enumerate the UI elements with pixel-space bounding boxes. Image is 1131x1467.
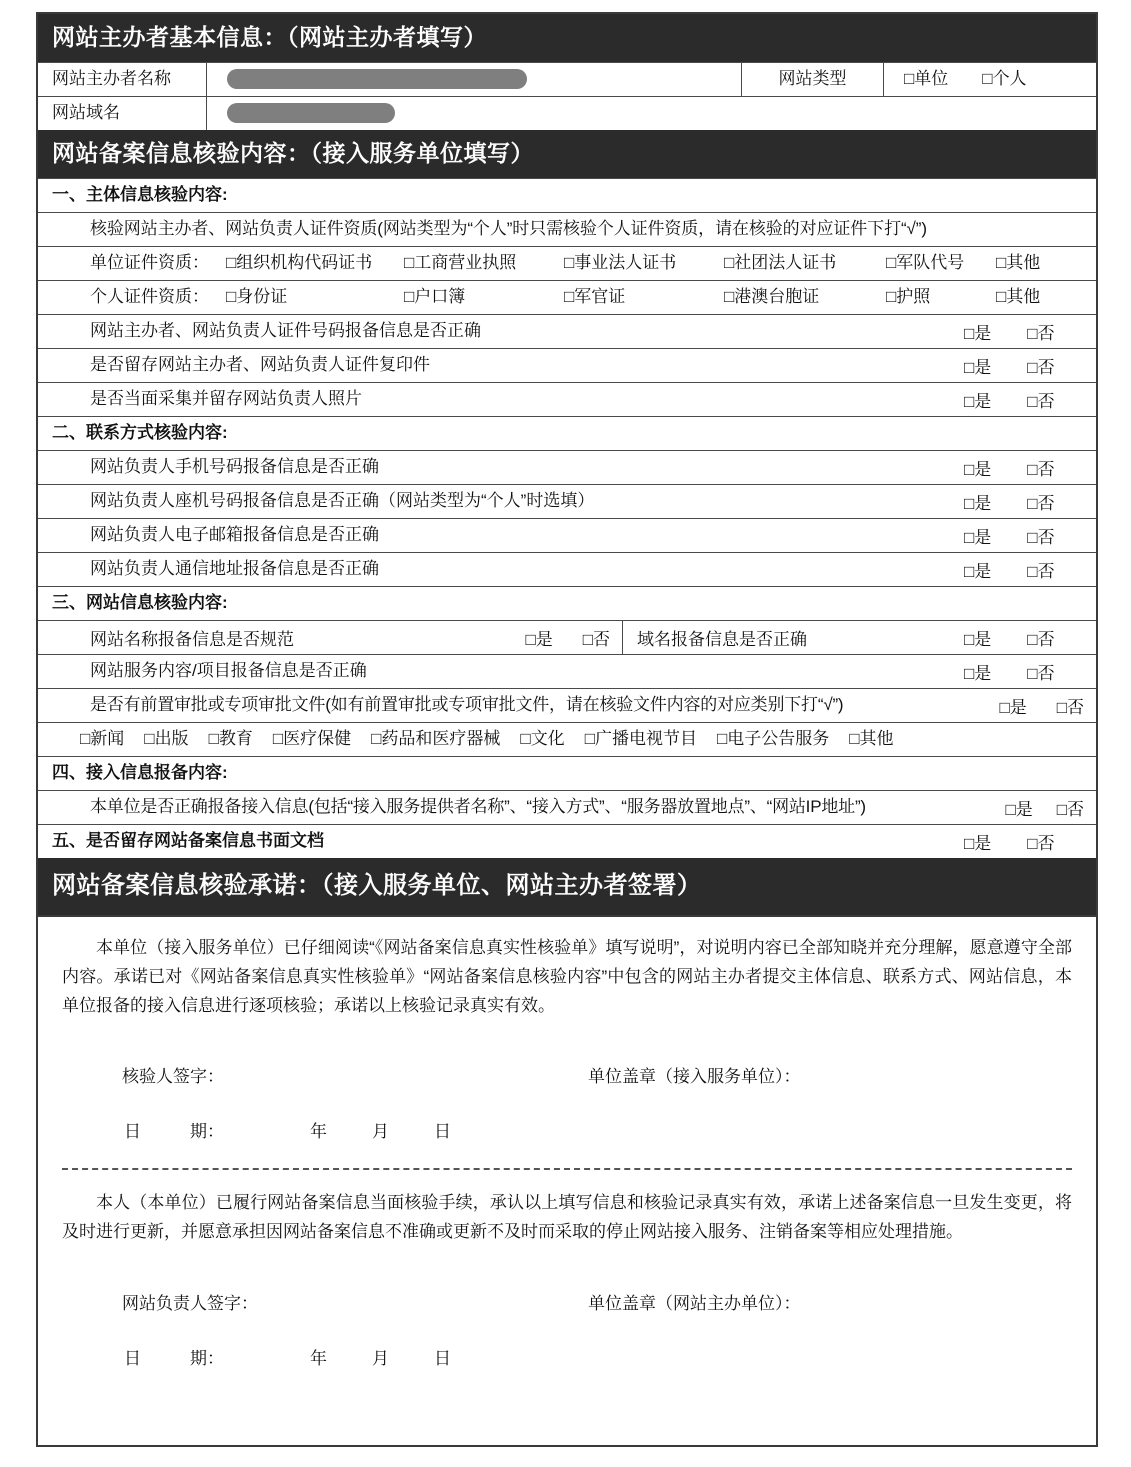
question-text: 本单位是否正确报备接入信息(包括“接入服务提供者名称”、“接入方式”、“服务器放置地点”、“网站IP地址”) bbox=[90, 796, 866, 816]
checkbox-category-5[interactable] bbox=[520, 728, 564, 750]
checkbox-icon: □ bbox=[404, 252, 415, 272]
question-text: 域名报备信息是否正确 bbox=[637, 629, 807, 649]
question-8-left bbox=[38, 621, 622, 654]
category-checkbox-group bbox=[38, 723, 1096, 756]
checkbox-label: 否 bbox=[1037, 629, 1055, 649]
checkbox-label: 否 bbox=[1037, 459, 1055, 479]
checkbox-label: 医疗保健 bbox=[283, 728, 352, 748]
checkbox-no[interactable] bbox=[1027, 319, 1054, 344]
date-day[interactable]: 日 bbox=[434, 1348, 451, 1368]
section-2-title: 二、联系方式核验内容: bbox=[52, 422, 228, 442]
form-sheet bbox=[36, 12, 1098, 1447]
date-label-ri: 日 bbox=[124, 1348, 141, 1368]
checkbox-label: 港澳台胞证 bbox=[734, 286, 820, 306]
question-text: 是否当面采集并留存网站负责人照片 bbox=[90, 388, 362, 408]
checkbox-icon: □ bbox=[1027, 459, 1038, 479]
date-line-2 bbox=[62, 1344, 1072, 1369]
yes-no-group bbox=[952, 625, 1096, 650]
row-question-6 bbox=[38, 518, 1096, 552]
checkbox-no[interactable] bbox=[1027, 557, 1054, 582]
checkbox-label: 是 bbox=[974, 323, 992, 343]
yes-no-group bbox=[952, 349, 1096, 382]
sponsor-name-field[interactable] bbox=[206, 63, 741, 96]
checkbox-no[interactable] bbox=[1027, 353, 1054, 378]
checkbox-yes[interactable] bbox=[525, 625, 552, 650]
checkbox-no[interactable] bbox=[1027, 625, 1054, 650]
personal-cred-label: 个人证件资质： bbox=[90, 286, 209, 306]
question-text: 网站主办者、网站负责人证件号码报备信息是否正确 bbox=[90, 320, 481, 340]
checkbox-icon: □ bbox=[272, 728, 284, 748]
checkbox-icon: □ bbox=[964, 561, 975, 581]
site-type-label: 网站类型 bbox=[741, 63, 883, 96]
checkbox-label: 是 bbox=[974, 663, 992, 683]
checkbox-label: 其他 bbox=[859, 728, 894, 748]
checkbox-icon: □ bbox=[226, 286, 237, 306]
row-question-2 bbox=[38, 348, 1096, 382]
checkbox-label: 是 bbox=[535, 629, 553, 649]
checkbox-icon: □ bbox=[886, 286, 897, 306]
checkbox-org-cred-0[interactable] bbox=[226, 252, 404, 274]
question-text: 是否留存网站主办者、网站负责人证件复印件 bbox=[90, 354, 430, 374]
commitment-paragraph-2: 本人（本单位）已履行网站备案信息当面核验手续，承认以上填写信息和核验记录真实有效，承诺上述备案信息一旦发生变更，将及时进行更新，并愿意承担因网站备案信息不准确或更新不及时而采取的停止网站接入服务、注销备案等相应处理措施。 bbox=[62, 1193, 1072, 1242]
checkbox-no[interactable] bbox=[1027, 829, 1054, 854]
domain-label: 网站域名 bbox=[52, 103, 120, 123]
checkbox-icon: □ bbox=[964, 357, 975, 377]
site-manager-signature-label[interactable]: 网站负责人签字： bbox=[122, 1293, 258, 1313]
checkbox-label: 文化 bbox=[530, 728, 565, 748]
checkbox-no[interactable] bbox=[1027, 455, 1054, 480]
checkbox-no[interactable] bbox=[1057, 693, 1084, 718]
section-head-5 bbox=[38, 824, 1096, 858]
checkbox-label: 否 bbox=[1037, 833, 1055, 853]
row-question-9 bbox=[38, 654, 1096, 688]
section-head-2 bbox=[38, 416, 1096, 450]
checkbox-icon: □ bbox=[724, 252, 735, 272]
checkbox-yes[interactable] bbox=[964, 829, 991, 854]
checkbox-icon: □ bbox=[964, 527, 975, 547]
row-sponsor-name bbox=[38, 62, 1096, 96]
yes-no-group bbox=[952, 315, 1096, 348]
yes-no-group bbox=[952, 383, 1096, 416]
checkbox-icon: □ bbox=[1027, 663, 1038, 683]
commitment-block bbox=[38, 915, 1096, 1445]
checkbox-yes[interactable] bbox=[964, 659, 991, 684]
sponsor-name-label: 网站主办者名称 bbox=[52, 69, 171, 89]
section-1-title: 一、主体信息核验内容: bbox=[52, 184, 228, 204]
checkbox-category-3[interactable] bbox=[273, 728, 351, 750]
date-label-ri: 日 bbox=[124, 1122, 141, 1142]
checkbox-no[interactable] bbox=[1027, 387, 1054, 412]
checkbox-icon: □ bbox=[371, 728, 382, 748]
checkbox-yes[interactable] bbox=[964, 523, 991, 548]
checkbox-label: 否 bbox=[1067, 799, 1084, 819]
checkbox-icon: □ bbox=[964, 833, 975, 853]
checkbox-org-cred-5[interactable] bbox=[996, 252, 1040, 274]
row-question-7 bbox=[38, 552, 1096, 586]
checkbox-yes[interactable] bbox=[964, 557, 991, 582]
checkbox-icon: □ bbox=[964, 629, 975, 649]
checkbox-icon: □ bbox=[1027, 357, 1038, 377]
checkbox-label: 电子公告服务 bbox=[727, 728, 830, 748]
row-personal-credentials bbox=[38, 280, 1096, 314]
checkbox-label: 工商营业执照 bbox=[414, 252, 517, 272]
yes-no-group bbox=[952, 519, 1096, 552]
yes-no-group bbox=[952, 451, 1096, 484]
intro-text: 核验网站主办者、网站负责人证件资质(网站类型为“个人”时只需核验个人证件资质，请在核验的对应证件下打“√”) bbox=[90, 218, 927, 238]
banner-commitment: 网站备案信息核验承诺：（接入服务单位、网站主办者签署） bbox=[38, 858, 1096, 915]
checkbox-icon: □ bbox=[964, 391, 975, 411]
checkbox-label: 单位 bbox=[914, 69, 949, 89]
checkbox-label: 是 bbox=[1015, 799, 1033, 819]
checkbox-label: 是 bbox=[974, 527, 992, 547]
date-line-1 bbox=[62, 1117, 1072, 1142]
row-question-11 bbox=[38, 790, 1096, 824]
checkbox-yes[interactable] bbox=[1005, 795, 1032, 820]
checkbox-org-cred-3[interactable] bbox=[724, 252, 886, 274]
date-year[interactable]: 年 bbox=[310, 1122, 327, 1142]
checkbox-icon: □ bbox=[1056, 799, 1067, 819]
date-year[interactable]: 年 bbox=[310, 1348, 327, 1368]
checkbox-label: 教育 bbox=[218, 728, 253, 748]
question-text: 网站负责人通信地址报备信息是否正确 bbox=[90, 558, 379, 578]
checkbox-label: 是 bbox=[974, 561, 992, 581]
date-month[interactable]: 月 bbox=[372, 1348, 389, 1368]
checkbox-label: 组织机构代码证书 bbox=[236, 252, 373, 272]
checkbox-icon: □ bbox=[564, 286, 575, 306]
checkbox-personal-cred-4[interactable] bbox=[886, 286, 996, 308]
question-text: 网站负责人电子邮箱报备信息是否正确 bbox=[90, 524, 379, 544]
question-text: 网站负责人手机号码报备信息是否正确 bbox=[90, 456, 379, 476]
checkbox-icon: □ bbox=[208, 728, 219, 748]
question-text: 是否有前置审批或专项审批文件(如有前置审批或专项审批文件，请在核验文件内容的对应类别下打“√”) bbox=[90, 694, 844, 714]
checkbox-site-type-individual[interactable] bbox=[982, 68, 1026, 90]
yes-no-group bbox=[952, 485, 1096, 518]
checkbox-icon: □ bbox=[964, 493, 975, 513]
checkbox-label: 否 bbox=[1037, 527, 1055, 547]
org-cred-label: 单位证件资质： bbox=[90, 252, 209, 272]
verifier-signature-label[interactable]: 核验人签字： bbox=[122, 1067, 224, 1087]
yes-no-group bbox=[995, 791, 1096, 824]
checkbox-label: 是 bbox=[974, 391, 992, 411]
bottom-spacer bbox=[62, 1369, 1072, 1435]
checkbox-label: 护照 bbox=[896, 286, 931, 306]
checkbox-label: 是 bbox=[974, 357, 992, 377]
org-seal-label-1[interactable]: 单位盖章（接入服务单位）： bbox=[588, 1067, 801, 1087]
checkbox-icon: □ bbox=[999, 697, 1010, 717]
checkbox-yes[interactable] bbox=[999, 693, 1026, 718]
checkbox-label: 是 bbox=[974, 629, 992, 649]
row-org-credentials bbox=[38, 246, 1096, 280]
checkbox-org-cred-2[interactable] bbox=[564, 252, 724, 274]
checkbox-no[interactable] bbox=[1057, 795, 1084, 820]
row-intro bbox=[38, 212, 1096, 246]
checkbox-no[interactable] bbox=[583, 625, 610, 650]
redaction-mark bbox=[227, 103, 395, 123]
checkbox-icon: □ bbox=[996, 286, 1007, 306]
date-label-qi: 期： bbox=[190, 1122, 224, 1142]
signature-line-2 bbox=[62, 1289, 1072, 1314]
checkbox-icon: □ bbox=[964, 459, 975, 479]
checkbox-personal-cred-3[interactable] bbox=[724, 286, 886, 308]
question-text: 网站服务内容/项目报备信息是否正确 bbox=[90, 660, 367, 680]
checkbox-label: 事业法人证书 bbox=[574, 252, 677, 272]
checkbox-label: 否 bbox=[1037, 323, 1055, 343]
checkbox-icon: □ bbox=[520, 728, 531, 748]
checkbox-icon: □ bbox=[724, 286, 735, 306]
checkbox-label: 户口簿 bbox=[414, 286, 466, 306]
banner-verification: 网站备案信息核验内容：（接入服务单位填写） bbox=[38, 130, 1096, 178]
signature-line-1 bbox=[62, 1062, 1072, 1087]
checkbox-category-4[interactable] bbox=[371, 728, 500, 750]
checkbox-icon: □ bbox=[226, 252, 237, 272]
checkbox-icon: □ bbox=[886, 252, 897, 272]
site-type-options bbox=[883, 63, 1096, 96]
yes-no-group bbox=[989, 689, 1096, 722]
checkbox-yes[interactable] bbox=[964, 455, 991, 480]
row-question-10 bbox=[38, 688, 1096, 722]
checkbox-icon: □ bbox=[1027, 493, 1038, 513]
checkbox-icon: □ bbox=[404, 286, 415, 306]
checkbox-icon: □ bbox=[584, 728, 595, 748]
checkbox-icon: □ bbox=[1005, 799, 1016, 819]
section-head-4 bbox=[38, 756, 1096, 790]
checkbox-label: 是 bbox=[974, 493, 992, 513]
checkbox-label: 否 bbox=[1037, 391, 1055, 411]
date-label-qi: 期： bbox=[190, 1348, 224, 1368]
checkbox-icon: □ bbox=[582, 629, 593, 649]
yes-no-group bbox=[952, 655, 1096, 688]
checkbox-icon: □ bbox=[1056, 697, 1067, 717]
banner-basic-info: 网站主办者基本信息：（网站主办者填写） bbox=[38, 14, 1096, 62]
checkbox-label: 是 bbox=[974, 459, 992, 479]
org-seal-label-2[interactable]: 单位盖章（网站主办单位）： bbox=[588, 1293, 801, 1313]
checkbox-no[interactable] bbox=[1027, 523, 1054, 548]
checkbox-label: 广播电视节目 bbox=[594, 728, 697, 748]
checkbox-icon: □ bbox=[1027, 527, 1038, 547]
checkbox-icon: □ bbox=[80, 728, 91, 748]
checkbox-icon: □ bbox=[996, 252, 1007, 272]
checkbox-yes[interactable] bbox=[964, 319, 991, 344]
date-month[interactable]: 月 bbox=[372, 1122, 389, 1142]
checkbox-label: 否 bbox=[1037, 561, 1055, 581]
org-credential-options bbox=[38, 247, 1096, 280]
checkbox-category-0[interactable] bbox=[80, 728, 124, 750]
section-head-3 bbox=[38, 586, 1096, 620]
checkbox-label: 否 bbox=[1037, 663, 1055, 683]
checkbox-personal-cred-5[interactable] bbox=[996, 286, 1040, 308]
yes-no-group bbox=[515, 625, 622, 650]
row-question-3 bbox=[38, 382, 1096, 416]
checkbox-icon: □ bbox=[904, 69, 915, 89]
question-8-right bbox=[622, 621, 1096, 654]
checkbox-icon: □ bbox=[1027, 629, 1038, 649]
checkbox-label: 药品和医疗器械 bbox=[381, 728, 501, 748]
checkbox-icon: □ bbox=[525, 629, 536, 649]
checkbox-personal-cred-0[interactable] bbox=[226, 286, 404, 308]
checkbox-label: 军队代号 bbox=[896, 252, 965, 272]
section-5-title: 五、是否留存网站备案信息书面文档 bbox=[52, 830, 324, 850]
checkbox-icon: □ bbox=[1027, 391, 1038, 411]
yes-no-group bbox=[952, 825, 1096, 858]
checkbox-label: 其他 bbox=[1006, 252, 1041, 272]
checkbox-label: 其他 bbox=[1006, 286, 1041, 306]
checkbox-category-6[interactable] bbox=[585, 728, 697, 750]
checkbox-label: 否 bbox=[1067, 697, 1084, 717]
section-3-title: 三、网站信息核验内容: bbox=[52, 592, 228, 612]
checkbox-no[interactable] bbox=[1027, 659, 1054, 684]
checkbox-icon: □ bbox=[1027, 833, 1038, 853]
checkbox-category-8[interactable] bbox=[849, 728, 893, 750]
checkbox-label: 是 bbox=[974, 833, 992, 853]
checkbox-label: 身份证 bbox=[236, 286, 288, 306]
checkbox-icon: □ bbox=[964, 663, 975, 683]
checkbox-yes[interactable] bbox=[964, 625, 991, 650]
checkbox-yes[interactable] bbox=[964, 387, 991, 412]
personal-credential-options bbox=[38, 281, 1096, 314]
checkbox-org-cred-4[interactable] bbox=[886, 252, 996, 274]
yes-no-group bbox=[952, 553, 1096, 586]
checkbox-icon: □ bbox=[716, 728, 728, 748]
section-head-1 bbox=[38, 178, 1096, 212]
row-domain bbox=[38, 96, 1096, 130]
section-4-title: 四、接入信息报备内容: bbox=[52, 762, 228, 782]
checkbox-icon: □ bbox=[964, 323, 975, 343]
domain-field[interactable] bbox=[206, 97, 1096, 130]
checkbox-label: 社团法人证书 bbox=[734, 252, 837, 272]
checkbox-yes[interactable] bbox=[964, 353, 991, 378]
checkbox-category-7[interactable] bbox=[717, 728, 829, 750]
redaction-mark bbox=[227, 69, 527, 89]
checkbox-site-type-org[interactable] bbox=[904, 68, 948, 90]
checkbox-label: 军官证 bbox=[574, 286, 626, 306]
commitment-paragraph-1: 本单位（接入服务单位）已仔细阅读“《网站备案信息真实性核验单》填写说明”，对说明内容已全部知晓并充分理解，愿意遵守全部内容。承诺已对《网站备案信息真实性核验单》“网站备案信息核验内容”中包含的网站主办者提交主体信息、联系方式、网站信息，本单位报备的接入信息进行逐项核验；承诺以上核验记录真实有效。 bbox=[62, 937, 1072, 1015]
checkbox-icon: □ bbox=[564, 252, 575, 272]
checkbox-label: 出版 bbox=[154, 728, 189, 748]
checkbox-icon: □ bbox=[1027, 561, 1038, 581]
row-question-5 bbox=[38, 484, 1096, 518]
row-question-1 bbox=[38, 314, 1096, 348]
checkbox-personal-cred-1[interactable] bbox=[404, 286, 564, 308]
checkbox-label: 否 bbox=[1037, 493, 1055, 513]
checkbox-yes[interactable] bbox=[964, 489, 991, 514]
checkbox-org-cred-1[interactable] bbox=[404, 252, 564, 274]
checkbox-label: 否 bbox=[593, 629, 610, 649]
checkbox-no[interactable] bbox=[1027, 489, 1054, 514]
checkbox-icon: □ bbox=[1027, 323, 1038, 343]
checkbox-category-2[interactable] bbox=[209, 728, 253, 750]
row-question-8 bbox=[38, 620, 1096, 654]
checkbox-icon: □ bbox=[982, 69, 993, 89]
checkbox-category-1[interactable] bbox=[144, 728, 188, 750]
checkbox-icon: □ bbox=[849, 728, 860, 748]
question-text: 网站名称报备信息是否规范 bbox=[90, 629, 294, 649]
section-divider-dashed bbox=[62, 1168, 1072, 1170]
question-text: 网站负责人座机号码报备信息是否正确（网站类型为“个人”时选填） bbox=[90, 490, 595, 510]
checkbox-personal-cred-2[interactable] bbox=[564, 286, 724, 308]
checkbox-icon: □ bbox=[144, 728, 155, 748]
checkbox-label: 个人 bbox=[992, 69, 1027, 89]
checkbox-label: 是 bbox=[1009, 697, 1027, 717]
checkbox-label: 否 bbox=[1037, 357, 1055, 377]
row-categories bbox=[38, 722, 1096, 756]
row-question-4 bbox=[38, 450, 1096, 484]
date-day[interactable]: 日 bbox=[434, 1122, 451, 1142]
checkbox-label: 新闻 bbox=[90, 728, 125, 748]
